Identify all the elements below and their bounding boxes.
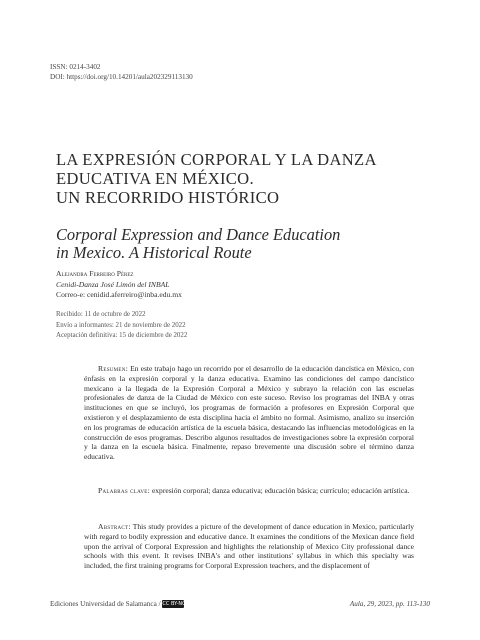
- date-accepted: Aceptación definitiva: 15 de diciembre de 2022: [56, 332, 188, 340]
- title-line: in Mexico. A Historical Route: [56, 243, 252, 262]
- resumen: [84, 364, 414, 462]
- resumen-label: Resumen:: [98, 364, 129, 373]
- title-line: EDUCATIVA EN MÉXICO.: [56, 169, 254, 188]
- keywords-label: Palabras clave:: [98, 486, 151, 495]
- title-line: LA EXPRESIÓN CORPORAL Y LA DANZA: [56, 150, 377, 169]
- abstract-label: Abstract:: [98, 522, 131, 531]
- doi: DOI: https://doi.org/10.14201/aula202329113130: [50, 73, 193, 81]
- article-title-spanish: [56, 150, 436, 207]
- abstract: [84, 522, 414, 571]
- author-name: Alejandra Ferreiro Pérez: [56, 269, 134, 278]
- keywords-text: expresión corporal; danza educativa; educación básica; currículo; educación artística.: [151, 486, 410, 495]
- issn: ISSN: 0214-3402: [50, 63, 101, 71]
- title-line: UN RECORRIDO HISTÓRICO: [56, 188, 280, 207]
- cc-license-icon: CC BY-NC-SA: [162, 601, 195, 608]
- author-block: [56, 269, 182, 301]
- resumen-text: En este trabajo hago un recorrido por el desarrollo de la educación dancística en México, con énfasis en la expresión corporal y la danza educativa. Examino las condiciones del campo dancístico mexicano a la llegada de la Expresión Corporal a México y subrayo la relación con las escuelas profesionales de danza de la Ciudad de México con este suceso. Reviso los programas del INBA y otras instituciones en que se incluyó, los programas de formación a profesores en Expresión Corporal que existieron y el desplazamiento de esta disciplina hacia el ámbito no formal. Asimismo, analizo su inserción en los programas de educación artística de la escuela básica, destacando las influencias metodológicas en la construcción de esos programas. Describo algunos resultados de investigaciones sobre la expresión corporal y la danza en la escuela básica. Finalmente, repaso brevemente una discusión sobre el término danza educativa.: [84, 364, 414, 462]
- author-affiliation: Cenidi-Danza José Limón del INBAL: [56, 279, 170, 289]
- title-line: Corporal Expression and Dance Education: [56, 225, 341, 244]
- keywords: [84, 486, 414, 496]
- publisher-name: Ediciones Universidad de Salamanca /: [50, 600, 161, 608]
- author-email: Correo-e: cenidid.aferreiro@inba.edu.mx: [56, 290, 182, 300]
- article-title-english: [56, 226, 436, 262]
- date-sent: Envío a informantes: 21 de noviembre de 2022: [56, 321, 186, 329]
- date-received: Recibido: 11 de octubre de 2022: [56, 311, 146, 318]
- footer-publisher: [50, 600, 195, 608]
- dates-block: [56, 310, 187, 342]
- abstract-text: This study provides a picture of the development of dance education in Mexico, particularly with regard to bodily expression and educative dance. It examines the conditions of the Mexican dance field upon the arrival of Corporal Expression and highlights the relationship of Mexico City professional dance schools with this event. It revises INBA's and other institutions' syllabus in which this specialty was included, the first training programs for Corporal Expression teachers, and the displacement of: [84, 522, 414, 571]
- footer-citation: Aula, 29, 2023, pp. 113-130: [349, 600, 430, 608]
